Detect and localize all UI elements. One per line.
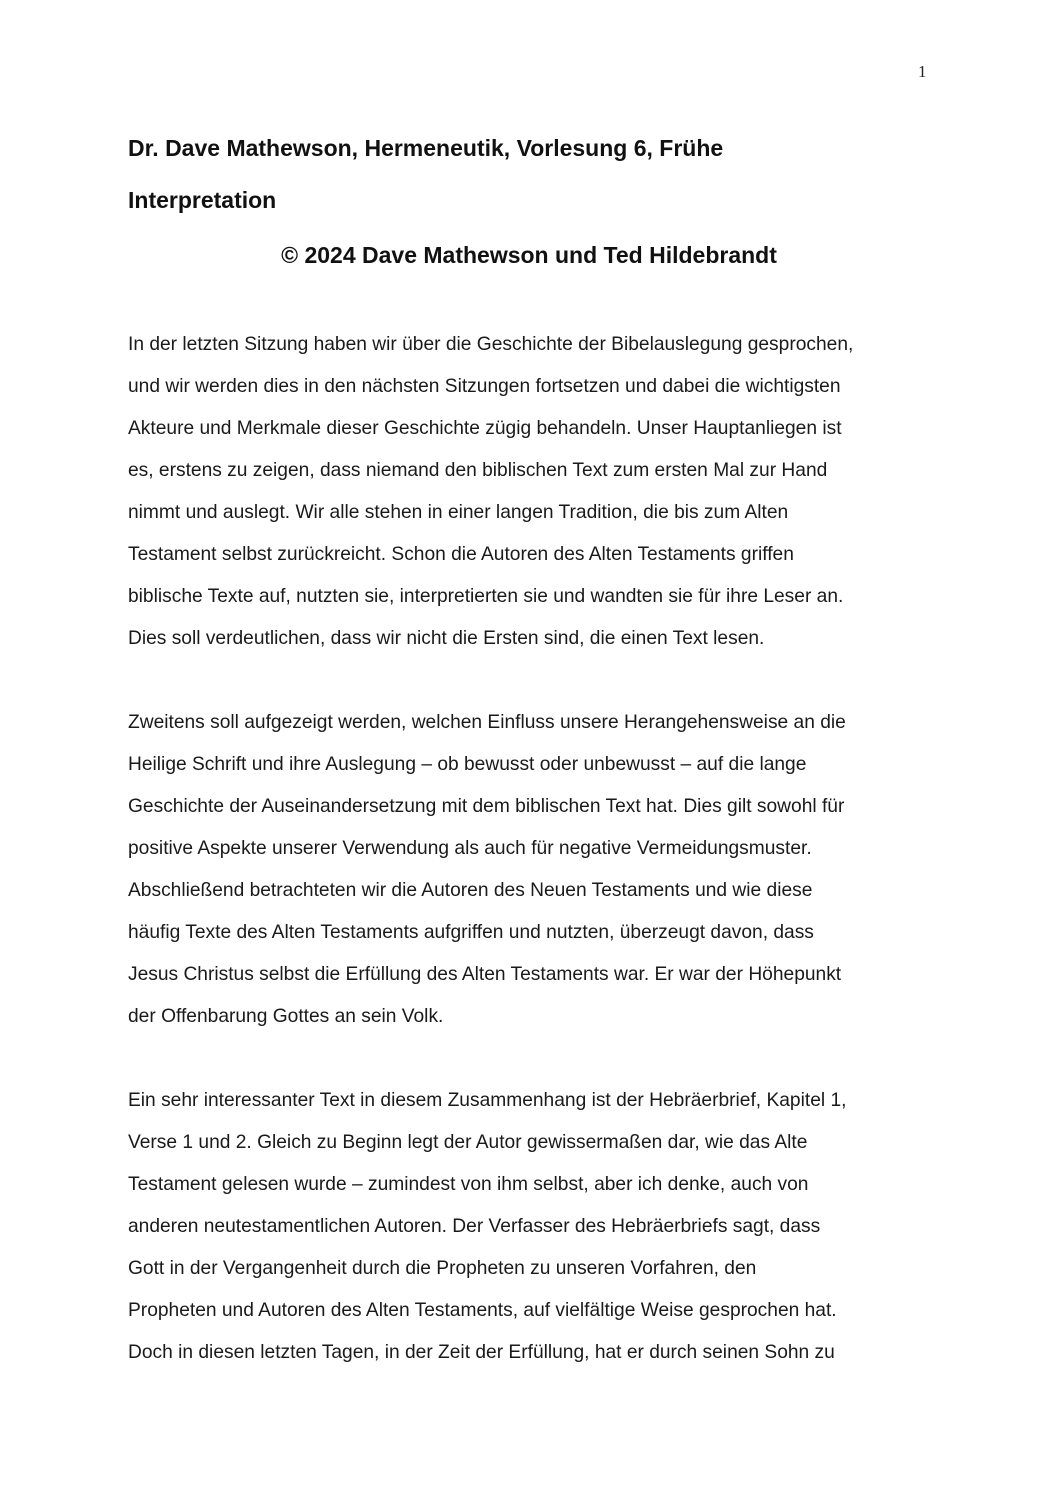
- text-line: und wir werden dies in den nächsten Sitzungen fortsetzen und dabei die wichtigsten: [128, 376, 841, 397]
- text-line: Jesus Christus selbst die Erfüllung des Alten Testaments war. Er war der Höhepunkt: [128, 964, 842, 985]
- text-line: Akteure und Merkmale dieser Geschichte zügig behandeln. Unser Hauptanliegen ist: [128, 418, 842, 439]
- text-line: häufig Texte des Alten Testaments aufgriffen und nutzten, überzeugt davon, dass: [128, 922, 814, 943]
- text-line: der Offenbarung Gottes an sein Volk.: [128, 1006, 444, 1027]
- title-line: Dr. Dave Mathewson, Hermeneutik, Vorlesung 6, Frühe: [128, 135, 724, 161]
- page-number: 1: [918, 62, 927, 81]
- text-line: Geschichte der Auseinandersetzung mit dem biblischen Text hat. Dies gilt sowohl für: [128, 796, 845, 817]
- document-body: [128, 324, 943, 1416]
- text-line: Heilige Schrift und ihre Auslegung – ob bewusst oder unbewusst – auf die lange: [128, 754, 807, 775]
- text-line: Abschließend betrachteten wir die Autoren des Neuen Testaments und wie diese: [128, 880, 813, 901]
- text-line: Verse 1 und 2. Gleich zu Beginn legt der Autor gewissermaßen dar, wie das Alte: [128, 1132, 808, 1153]
- text-line: Zweitens soll aufgezeigt werden, welchen Einfluss unsere Herangehensweise an die: [128, 712, 846, 733]
- title-line: Interpretation: [128, 187, 277, 213]
- text-line: biblische Texte auf, nutzten sie, interpretierten sie und wandten sie für ihre Leser an.: [128, 586, 844, 607]
- text-line: Ein sehr interessanter Text in diesem Zusammenhang ist der Hebräerbrief, Kapitel 1,: [128, 1090, 847, 1111]
- document-title: [128, 122, 928, 226]
- paragraph: [128, 324, 943, 660]
- text-line: nimmt und auslegt. Wir alle stehen in einer langen Tradition, die bis zum Alten: [128, 502, 789, 523]
- text-line: In der letzten Sitzung haben wir über die Geschichte der Bibelauslegung gesprochen,: [128, 334, 854, 355]
- text-line: Dies soll verdeutlichen, dass wir nicht die Ersten sind, die einen Text lesen.: [128, 628, 765, 649]
- text-line: positive Aspekte unserer Verwendung als auch für negative Vermeidungsmuster.: [128, 838, 812, 859]
- text-line: Propheten und Autoren des Alten Testaments, auf vielfältige Weise gesprochen hat.: [128, 1300, 837, 1321]
- text-line: Doch in diesen letzten Tagen, in der Zeit der Erfüllung, hat er durch seinen Sohn zu: [128, 1342, 835, 1363]
- text-line: es, erstens zu zeigen, dass niemand den biblischen Text zum ersten Mal zur Hand: [128, 460, 828, 481]
- paragraph: [128, 1080, 943, 1374]
- text-line: Testament selbst zurückreicht. Schon die Autoren des Alten Testaments griffen: [128, 544, 794, 565]
- text-line: Testament gelesen wurde – zumindest von ihm selbst, aber ich denke, auch von: [128, 1174, 809, 1195]
- paragraph: [128, 702, 943, 1038]
- copyright-line: © 2024 Dave Mathewson und Ted Hildebrandt: [281, 242, 777, 268]
- text-line: anderen neutestamentlichen Autoren. Der Verfasser des Hebräerbriefs sagt, dass: [128, 1216, 821, 1237]
- text-line: Gott in der Vergangenheit durch die Propheten zu unseren Vorfahren, den: [128, 1258, 757, 1279]
